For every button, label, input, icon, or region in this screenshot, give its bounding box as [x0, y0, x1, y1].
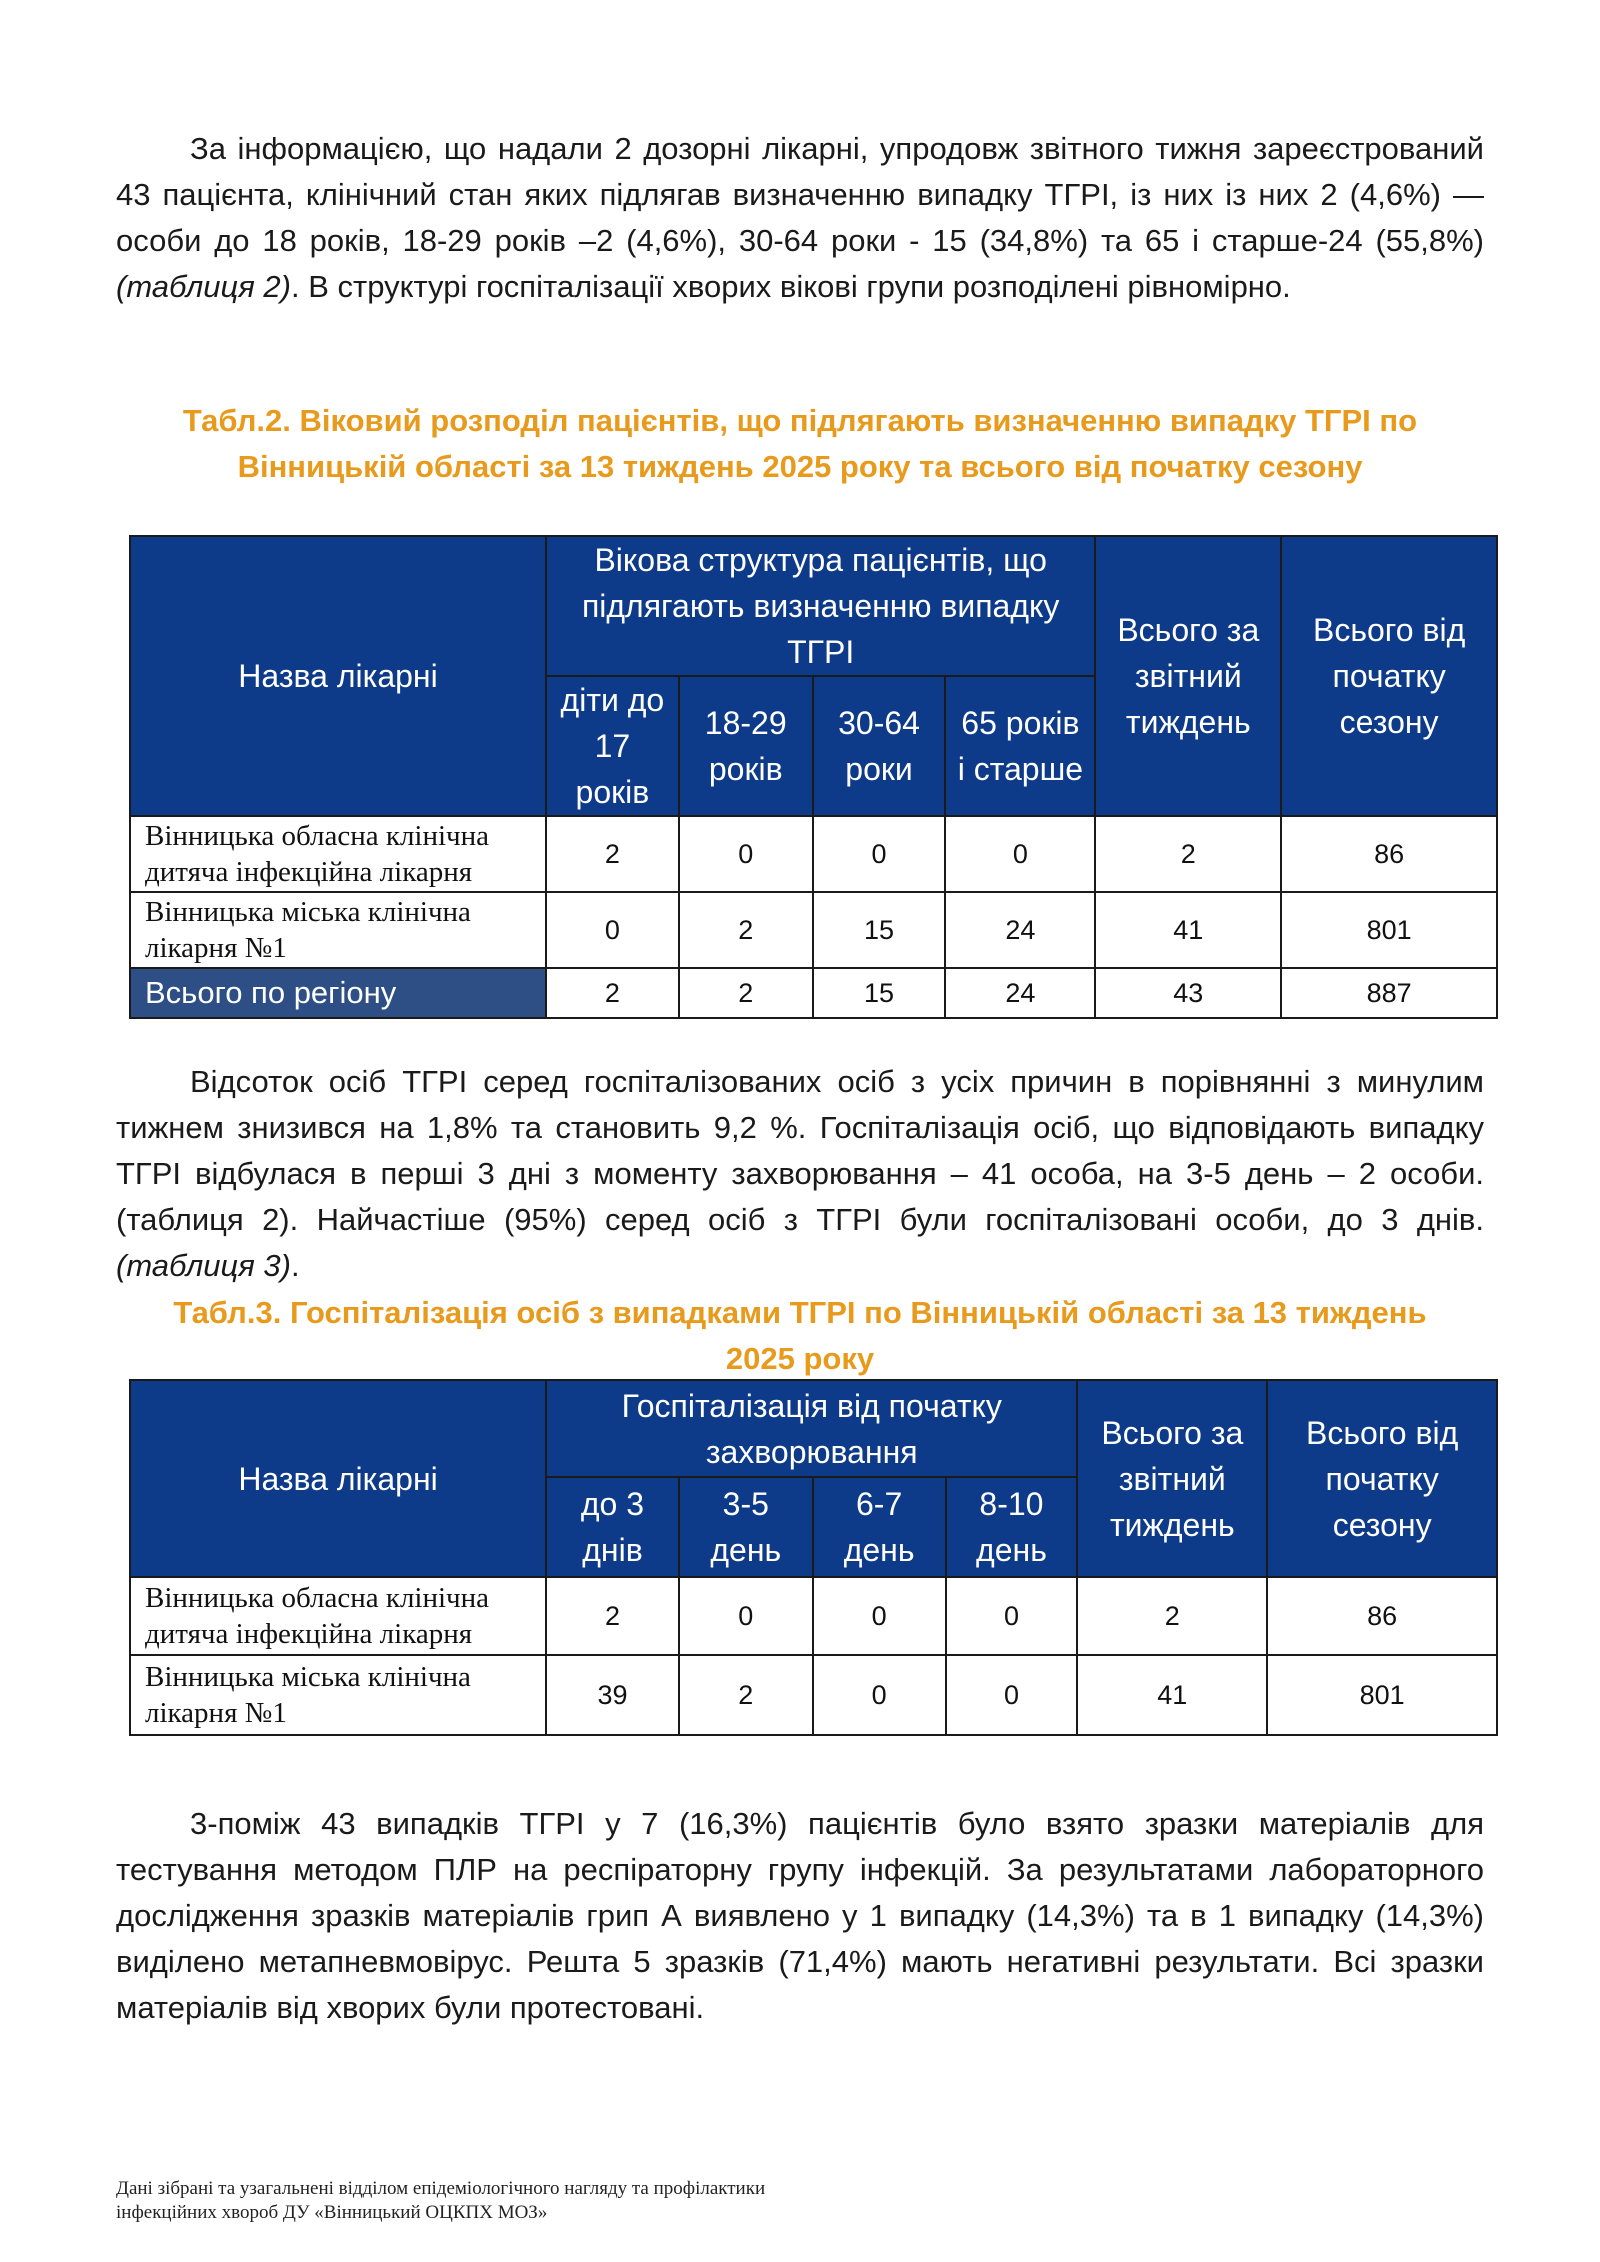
footer-note — [116, 2177, 1016, 2225]
subheader-3-5-days: 3-5 день — [679, 1477, 813, 1577]
table3-caption — [116, 1290, 1484, 1382]
table2-caption — [116, 398, 1484, 490]
hospitalization-table-ref: (таблиця 3) — [116, 1248, 291, 1283]
table-row — [130, 816, 1497, 892]
total-value-cell: 2 — [679, 968, 813, 1018]
header-hospital-name: Назва лікарні — [130, 1380, 546, 1577]
header-hospitalization-timing: Госпіталізація від початку захворювання — [546, 1380, 1077, 1477]
value-cell: 0 — [813, 816, 946, 892]
value-cell: 39 — [546, 1655, 679, 1735]
subheader-age-30-64: 30-64 роки — [813, 676, 946, 816]
footer-line2: інфекційних хвороб ДУ «Вінницький ОЦКПХ МОЗ» — [116, 2202, 548, 2223]
intro-paragraph — [116, 126, 1484, 310]
value-cell: 2 — [679, 892, 813, 968]
table-row — [130, 1655, 1497, 1735]
value-cell: 0 — [813, 1655, 946, 1735]
lab-results-paragraph — [116, 1801, 1484, 2031]
total-value-cell: 43 — [1095, 968, 1281, 1018]
table-row — [130, 1577, 1497, 1655]
value-cell: 0 — [679, 1577, 813, 1655]
value-cell: 86 — [1281, 816, 1497, 892]
value-cell: 86 — [1267, 1577, 1497, 1655]
value-cell: 0 — [679, 816, 813, 892]
value-cell: 0 — [946, 1655, 1078, 1735]
table2-caption-line1: Табл.2. Віковий розподіл пацієнтів, що підлягають визначенню випадку ТГРІ по — [182, 403, 1418, 438]
table2-caption-line2: Вінницькій області за 13 тиждень 2025 року та всього від початку сезону — [237, 449, 1363, 484]
header-total-season: Всього від початку сезону — [1281, 536, 1497, 816]
value-cell: 2 — [1077, 1577, 1267, 1655]
subheader-up-to-3-days: до 3 днів — [546, 1477, 679, 1577]
value-cell: 0 — [945, 816, 1095, 892]
subheader-6-7-days: 6-7 день — [813, 1477, 946, 1577]
intro-text-a: За інформацією, що надали 2 дозорні лікарні, упродовж звітного тижня зареєстрований 43 пацієнта, клінічний стан яких підлягав визначенню випадку ТГРІ, із них із них 2 (4,6%) — особи до 18 років, 18-29 років –2 (4,6%), 30-64 роки - 15 (34,8%) та 65 і старше-24 (55,8%) — [116, 131, 1484, 258]
value-cell: 41 — [1095, 892, 1281, 968]
total-value-cell: 15 — [813, 968, 946, 1018]
value-cell: 15 — [813, 892, 946, 968]
value-cell: 2 — [679, 1655, 813, 1735]
header-age-structure: Вікова структура пацієнтів, що підлягають визначенню випадку ТГРІ — [546, 536, 1095, 676]
table3-caption-line2: 2025 року — [725, 1341, 875, 1376]
value-cell: 2 — [546, 1577, 679, 1655]
intro-table-ref: (таблиця 2) — [116, 269, 291, 304]
hospitalization-text-b: . — [290, 1248, 300, 1283]
hospitalization-table — [129, 1379, 1498, 1736]
table3-caption-line1: Табл.3. Госпіталізація осіб з випадками ТГРІ по Вінницькій області за 13 тиждень — [173, 1295, 1427, 1330]
hospitalization-paragraph — [116, 1059, 1484, 1289]
value-cell: 24 — [945, 892, 1095, 968]
value-cell: 0 — [946, 1577, 1078, 1655]
table-row — [130, 892, 1497, 968]
subheader-8-10-days: 8-10 день — [946, 1477, 1078, 1577]
value-cell: 2 — [1095, 816, 1281, 892]
header-hospital-name: Назва лікарні — [130, 536, 546, 816]
lab-results-text: 3-поміж 43 випадків ТГРІ у 7 (16,3%) пацієнтів було взято зразки матеріалів для тестування методом ПЛР на респіраторну групу інфекцій. За результатами лабораторного дослідження зразків матеріалів грип А виявлено у 1 випадку (14,3%) та в 1 випадку (14,3%) виділено метапневмовірус. Решта 5 зразків (71,4%) мають негативні результати. Всі зразки матеріалів від хворих були протестовані. — [116, 1806, 1484, 2025]
subheader-age-18-29: 18-29 років — [679, 676, 813, 816]
hospital-name-cell: Вінницька обласна клінічна дитяча інфекційна лікарня — [130, 1577, 546, 1655]
total-value-cell: 24 — [945, 968, 1095, 1018]
value-cell: 801 — [1281, 892, 1497, 968]
value-cell: 0 — [546, 892, 679, 968]
total-value-cell: 887 — [1281, 968, 1497, 1018]
header-total-season: Всього від початку сезону — [1267, 1380, 1497, 1577]
table-total-row — [130, 968, 1497, 1018]
footer-line1: Дані зібрані та узагальнені відділом епідеміологічного нагляду та профілактики — [116, 2178, 766, 2199]
hospital-name-cell: Вінницька міська клінічна лікарня №1 — [130, 1655, 546, 1735]
value-cell: 801 — [1267, 1655, 1497, 1735]
value-cell: 41 — [1077, 1655, 1267, 1735]
value-cell: 0 — [813, 1577, 946, 1655]
header-total-week: Всього за звітний тиждень — [1077, 1380, 1267, 1577]
hospitalization-text-a: Відсоток осіб ТГРІ серед госпіталізованих осіб з усіх причин в порівнянні з минулим тижнем знизився на 1,8% та становить 9,2 %. Госпіталізація осіб, що відповідають випадку ТГРІ відбулася в перші 3 дні з моменту захворювання – 41 особа, на 3-5 день – 2 особи.(таблиця 2). Найчастіше (95%) серед осіб з ТГРІ були госпіталізовані особи, до 3 днів. — [116, 1064, 1484, 1237]
subheader-age-65-plus: 65 років і старше — [945, 676, 1095, 816]
intro-text-b: . В структурі госпіталізації хворих вікові групи розподілені рівномірно. — [290, 269, 1291, 304]
age-distribution-table — [129, 535, 1498, 1019]
value-cell: 2 — [546, 816, 679, 892]
region-total-label: Всього по регіону — [130, 968, 546, 1018]
hospital-name-cell: Вінницька обласна клінічна дитяча інфекційна лікарня — [130, 816, 546, 892]
subheader-age-0-17: діти до 17 років — [546, 676, 679, 816]
header-total-week: Всього за звітний тиждень — [1095, 536, 1281, 816]
total-value-cell: 2 — [546, 968, 679, 1018]
hospital-name-cell: Вінницька міська клінічна лікарня №1 — [130, 892, 546, 968]
